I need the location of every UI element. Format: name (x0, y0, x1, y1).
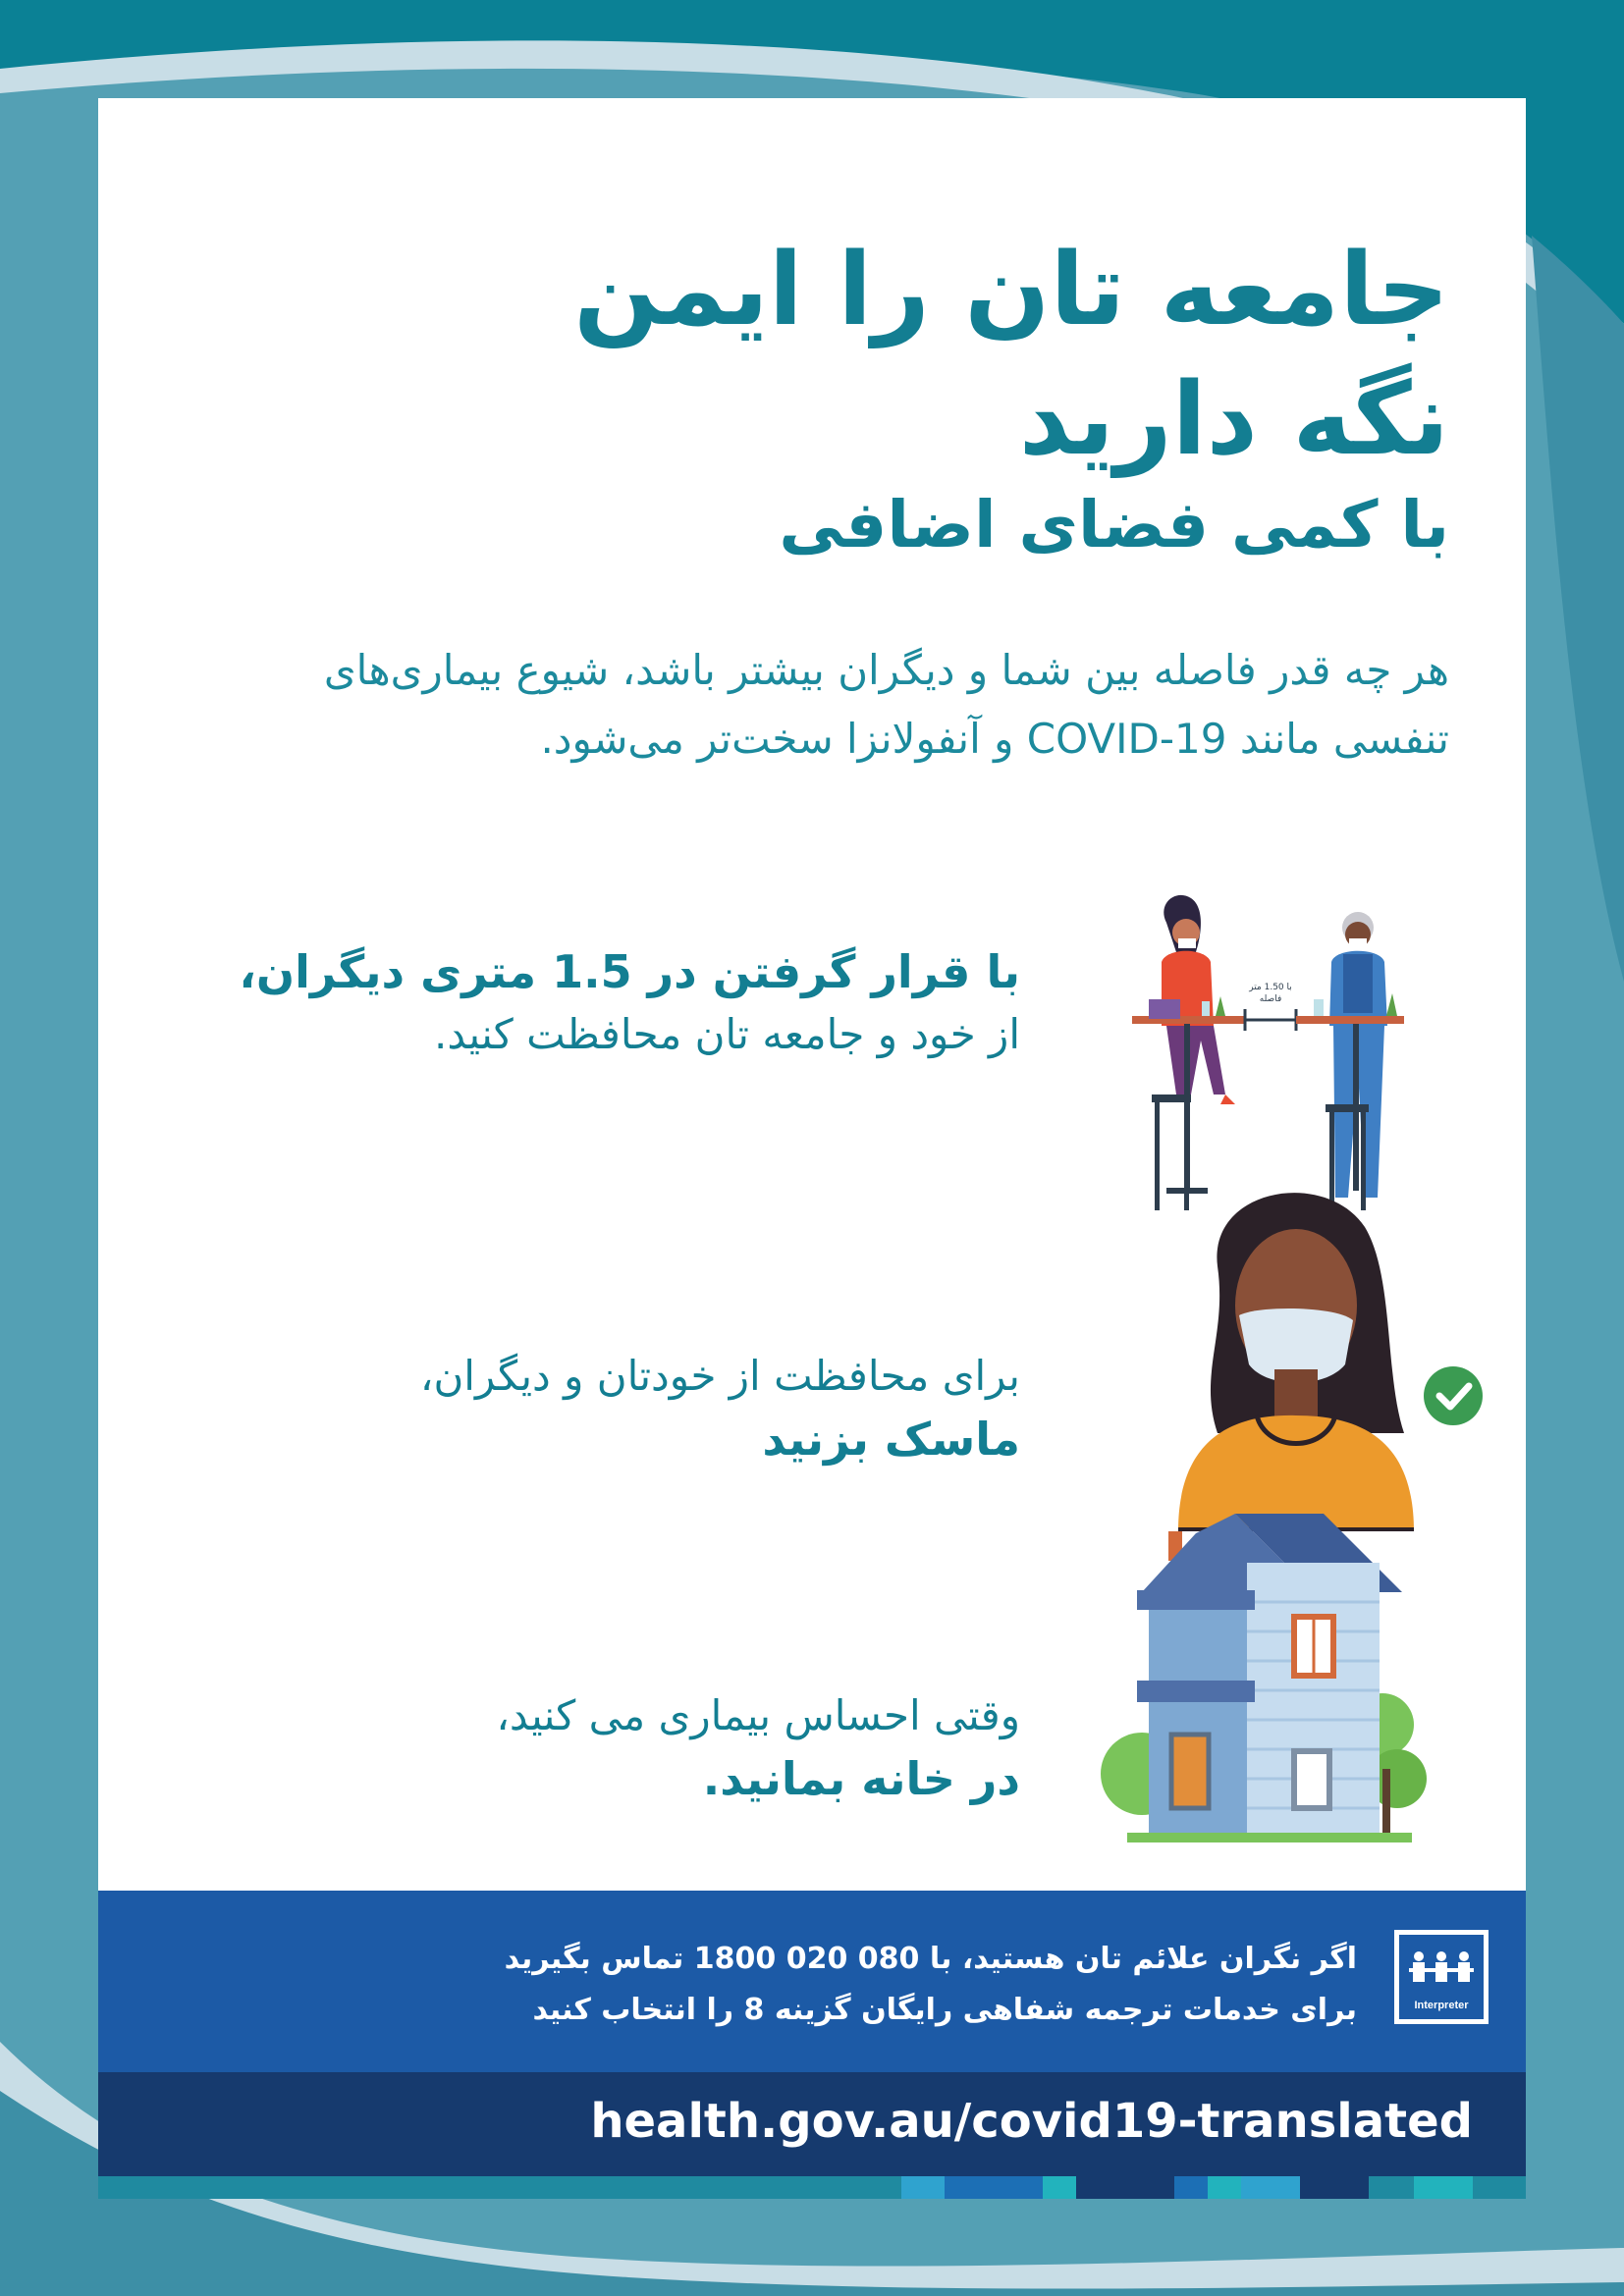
check-icon (1424, 1366, 1483, 1425)
woman-wearing-mask-illustration (1159, 1158, 1492, 1531)
stay-home-advice-line-2: در خانه بمانید. (702, 1752, 1020, 1805)
page-title (271, 226, 1449, 485)
title-line-1: جامعه تان را ایمن (573, 232, 1449, 348)
distance-label-bottom: فاصله (1259, 994, 1282, 1004)
interpreter-text (277, 1934, 1357, 2036)
stay-home-advice (136, 1684, 1020, 1810)
url-band (98, 2072, 1526, 2176)
title-line-2: نگه دارید (1018, 361, 1449, 478)
poster-card (98, 98, 1526, 2199)
distance-advice-line-1: با قرار گرفتن در 1.5 متری دیگران، (239, 945, 1020, 998)
interpreter-label: Interpreter (1414, 2000, 1469, 2011)
stay-home-advice-line-1: وقتی احساس بیماری می کنید، (496, 1691, 1020, 1739)
mask-advice-line-2: ماسک بزنید (762, 1413, 1020, 1466)
interpreter-line-1: اگر نگران علائم تان هستید، با 080 020 1800 تماس بگیرید (504, 1942, 1357, 1976)
intro-line-1: هر چه قدر فاصله بین شما و دیگران بیشتر باشد، شیوع بیماری‌های (323, 646, 1449, 694)
interpreter-band (98, 1891, 1526, 2072)
footer-stripes (98, 2176, 1526, 2199)
interpreter-logo (1394, 1930, 1489, 2024)
distance-label-top: با 1.50 متر (1249, 983, 1292, 992)
website-link[interactable]: health.gov.au/covid19-translated (590, 2094, 1473, 2149)
page-subtitle: با کمی فضای اضافی (779, 487, 1449, 562)
distance-advice (136, 940, 1020, 1066)
house-illustration (1098, 1494, 1432, 1867)
intro-line-2: تنفسی مانند COVID-19 و آنفولانزا سخت‌تر می‌شود. (540, 715, 1449, 763)
intro-paragraph (153, 636, 1449, 774)
mask-advice (136, 1345, 1020, 1470)
mask-advice-line-1: برای محافظت از خودتان و دیگران، (419, 1352, 1020, 1400)
interpreter-line-2: برای خدمات ترجمه شفاهی رایگان گزینه 8 را انتخاب کنید (532, 1993, 1357, 2027)
distance-advice-line-2: از خود و جامعه تان محافظت کنید. (434, 1010, 1020, 1058)
